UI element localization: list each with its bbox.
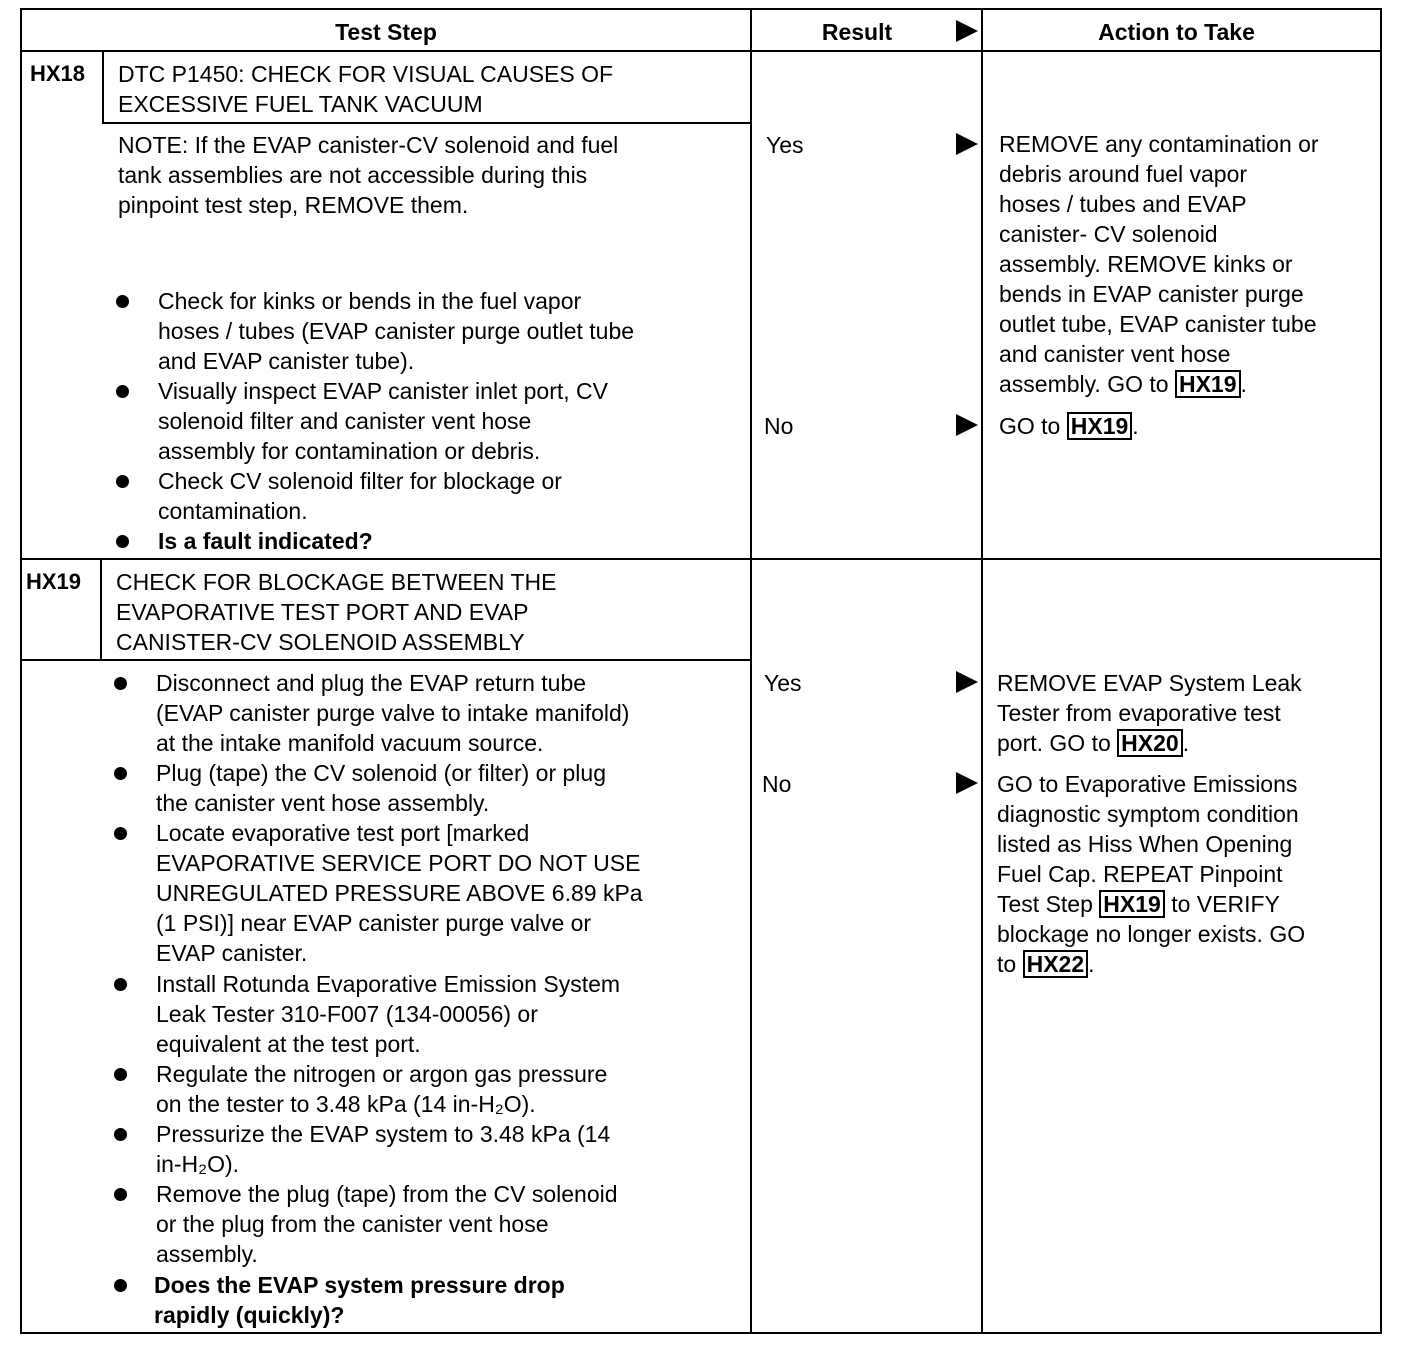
header-divider	[20, 50, 1382, 52]
hx18-yes-arrow-icon	[956, 133, 978, 155]
hx19-bullet-6: Pressurize the EVAP system to 3.48 kPa (14 in-H₂O).	[156, 1121, 611, 1177]
hx19-action-no: GO to Evaporative Emissions diagnostic symptom condition listed as Hiss When Opening Fuel Cap. REPEAT Pinpoint Test Step HX19 to VERIFY blockage no longer exists. GO to HX22 .	[997, 771, 1306, 977]
hx18-note: NOTE: If the EVAP canister-CV solenoid and fuel tank assemblies are not accessible during this pinpoint test step, REMOVE them.	[118, 132, 619, 218]
hx19-no-arrow-icon	[956, 772, 978, 794]
hx19-bullet-icon	[114, 1128, 127, 1141]
col-divider-result	[750, 8, 752, 1334]
hx18-step-id: HX18	[30, 61, 86, 86]
hx18-bullet-icon	[116, 475, 129, 488]
hx18-title: DTC P1450: CHECK FOR VISUAL CAUSES OF EXCESSIVE FUEL TANK VACUUM	[118, 61, 614, 117]
hx18-title-divider	[102, 122, 752, 124]
hx19-id-divider	[100, 558, 102, 660]
hx18-action-no: GO to HX19 .	[999, 413, 1139, 439]
hx19-bullet-5: Regulate the nitrogen or argon gas pressure on the tester to 3.48 kPa (14 in-H₂O).	[156, 1061, 608, 1117]
hx19-action-yes: REMOVE EVAP System Leak Tester from evaporative test port. GO to HX20 .	[997, 670, 1302, 756]
hx19-bullet-icon	[114, 767, 127, 780]
row-divider-hx19	[20, 558, 1382, 560]
hx18-no-goto-hx19-link[interactable]: HX19	[1067, 412, 1133, 440]
hx19-goto-hx22-link[interactable]: HX22	[1023, 950, 1089, 978]
hx19-bullet-icon	[114, 1068, 127, 1081]
hx19-bullet-icon	[114, 978, 127, 991]
hx19-bullet-3: Locate evaporative test port [marked EVAPORATIVE SERVICE PORT DO NOT USE UNREGULATED PRESSURE ABOVE 6.89 kPa (1 PSI)] near EVAP canister purge valve or EVAP canister.	[156, 820, 643, 966]
hx18-bullet-icon	[116, 385, 129, 398]
hx19-bullet-icon	[114, 677, 127, 690]
hx19-bullet-2: Plug (tape) the CV solenoid (or filter) or plug the canister vent hose assembly.	[156, 760, 606, 816]
hx18-bullet-icon	[116, 535, 129, 548]
hx18-bullet-2: Visually inspect EVAP canister inlet port, CV solenoid filter and canister vent hose assembly for contamination or debris.	[158, 378, 608, 464]
hx18-bullet-icon	[116, 295, 129, 308]
hx18-bullet-1: Check for kinks or bends in the fuel vapor hoses / tubes (EVAP canister purge outlet tube and EVAP canister tube).	[158, 288, 635, 374]
hx19-yes-arrow-icon	[956, 671, 978, 693]
hx18-question: Is a fault indicated?	[158, 528, 373, 554]
hx19-bullet-icon	[114, 1279, 127, 1292]
hx19-bullet-1: Disconnect and plug the EVAP return tube (EVAP canister purge valve to intake manifold) at the intake manifold vacuum source.	[156, 670, 630, 756]
hx18-no-arrow-icon	[956, 414, 978, 436]
hx19-bullet-7: Remove the plug (tape) from the CV solenoid or the plug from the canister vent hose assembly.	[156, 1181, 618, 1267]
hx19-step-id: HX19	[26, 569, 82, 594]
hx19-result-no: No	[762, 771, 792, 797]
hx18-result-no: No	[764, 413, 794, 439]
hx19-result-yes: Yes	[764, 670, 802, 696]
hx18-action-yes: REMOVE any contamination or debris around fuel vapor hoses / tubes and EVAP canister- CV solenoid assembly. REMOVE kinks or bends in EVAP canister purge outlet tube, EVAP canister tube and canister vent hose assembly. GO to HX19 .	[999, 131, 1319, 397]
hx19-bullet-4: Install Rotunda Evaporative Emission System Leak Tester 310-F007 (134-00056) or equivalent at the test port.	[156, 971, 621, 1057]
header-arrow-icon	[956, 20, 978, 42]
hx19-question: Does the EVAP system pressure drop rapidly (quickly)?	[154, 1272, 565, 1328]
header-action: Action to Take	[1098, 19, 1255, 45]
hx19-title: CHECK FOR BLOCKAGE BETWEEN THE EVAPORATIVE TEST PORT AND EVAP CANISTER-CV SOLENOID ASSEMBLY	[116, 569, 557, 655]
col-divider-action	[981, 8, 983, 1334]
hx19-bullet-icon	[114, 827, 127, 840]
hx18-id-divider	[102, 50, 104, 124]
hx18-goto-hx19-link[interactable]: HX19	[1175, 370, 1241, 398]
hx19-title-divider	[20, 659, 752, 661]
hx19-goto-hx20-link[interactable]: HX20	[1117, 729, 1183, 757]
hx18-bullet-3: Check CV solenoid filter for blockage or contamination.	[158, 468, 562, 524]
hx19-bullet-icon	[114, 1188, 127, 1201]
hx19-repeat-hx19-link[interactable]: HX19	[1099, 890, 1165, 918]
hx18-result-yes: Yes	[766, 132, 804, 158]
header-test-step: Test Step	[335, 19, 437, 45]
header-result: Result	[821, 19, 893, 45]
